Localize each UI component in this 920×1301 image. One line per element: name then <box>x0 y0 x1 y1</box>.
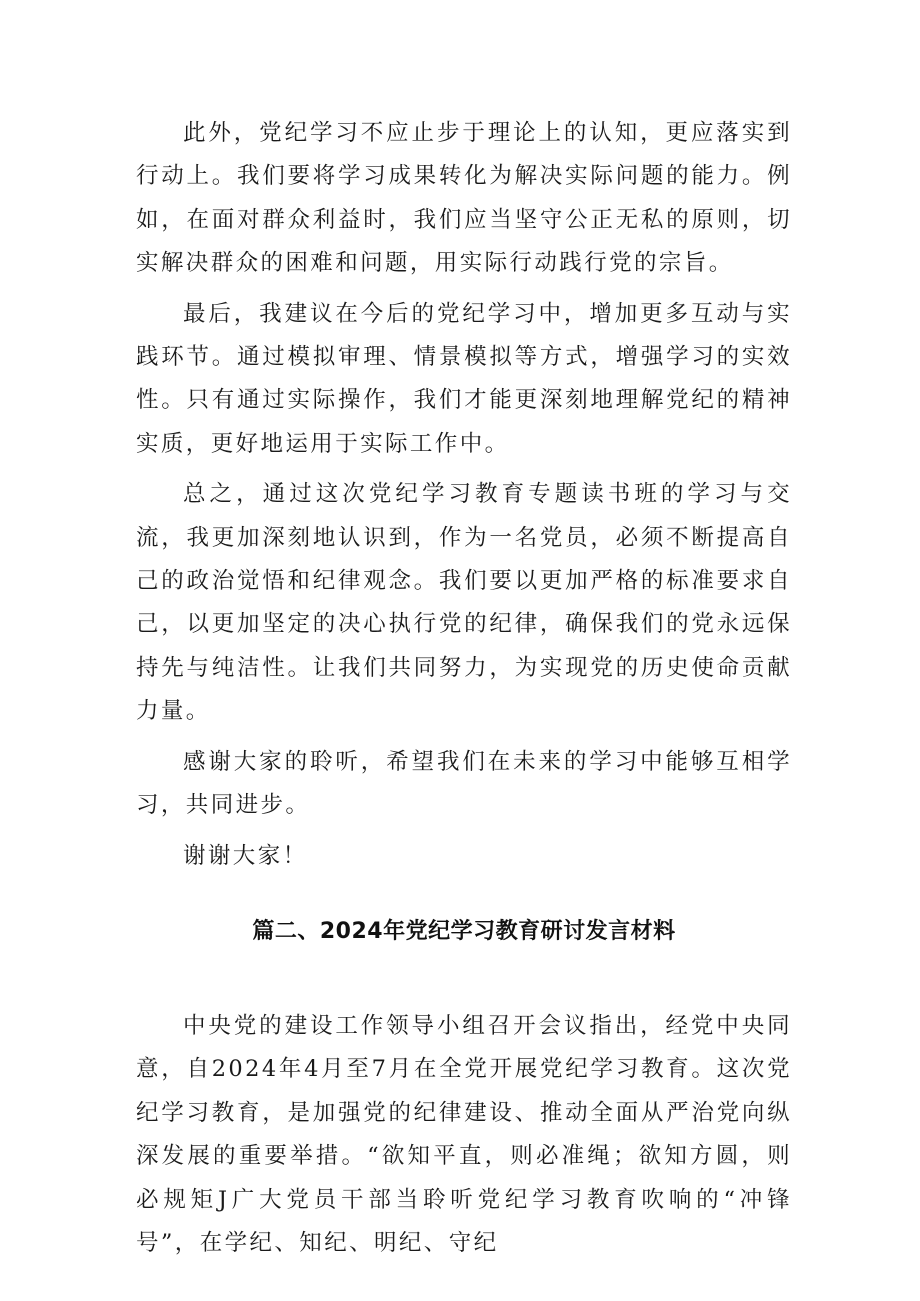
paragraph-conclusion: 总之，通过这次党纪学习教育专题读书班的学习与交流，我更加深刻地认识到，作为一名党员，必须不断提高自己的政治觉悟和纪律观念。我们要以更加严格的标准要求自己，以更加坚定的决心执行党的纪律，确保我们的党永远保持先与纯洁性。让我们共同努力，为实现党的历史使命贡献力量。 <box>136 481 792 725</box>
section-two-body <box>136 1005 792 1265</box>
paragraph-action: 此外，党纪学习不应止步于理论上的认知，更应落实到行动上。我们要将学习成果转化为解决实际问题的能力。例如，在面对群众利益时，我们应当坚守公正无私的原则，切实解决群众的困难和问题，用实际行动践行党的宗旨。 <box>136 120 792 277</box>
section-two-title: 篇二、2024年党纪学习教育研讨发言材料 <box>252 918 676 944</box>
paragraph-thanks-listening: 感谢大家的聆听，希望我们在未来的学习中能够互相学习，共同进步。 <box>136 748 792 819</box>
paragraph-thank-you: 谢谢大家！ <box>183 842 308 869</box>
paragraph-suggestion: 最后，我建议在今后的党纪学习中，增加更多互动与实践环节。通过模拟审理、情景模拟等方式，增强学习的实效性。只有通过实际操作，我们才能更深刻地理解党纪的精神实质，更好地运用于实际工作中。 <box>136 300 792 457</box>
paragraph-intro: 中央党的建设工作领导小组召开会议指出，经党中央同意，自2024年4月至7月在全党开展党纪学习教育。这次党纪学习教育，是加强党的纪律建设、推动全面从严治党向纵深发展的重要举措。“欲知平直，则必准绳；欲知方圆，则必规矩J广大党员干部当聆听党纪学习教育吹响的“冲锋号”，在学纪、知纪、明纪、守纪 <box>136 1012 792 1256</box>
section-one-body <box>136 112 792 878</box>
